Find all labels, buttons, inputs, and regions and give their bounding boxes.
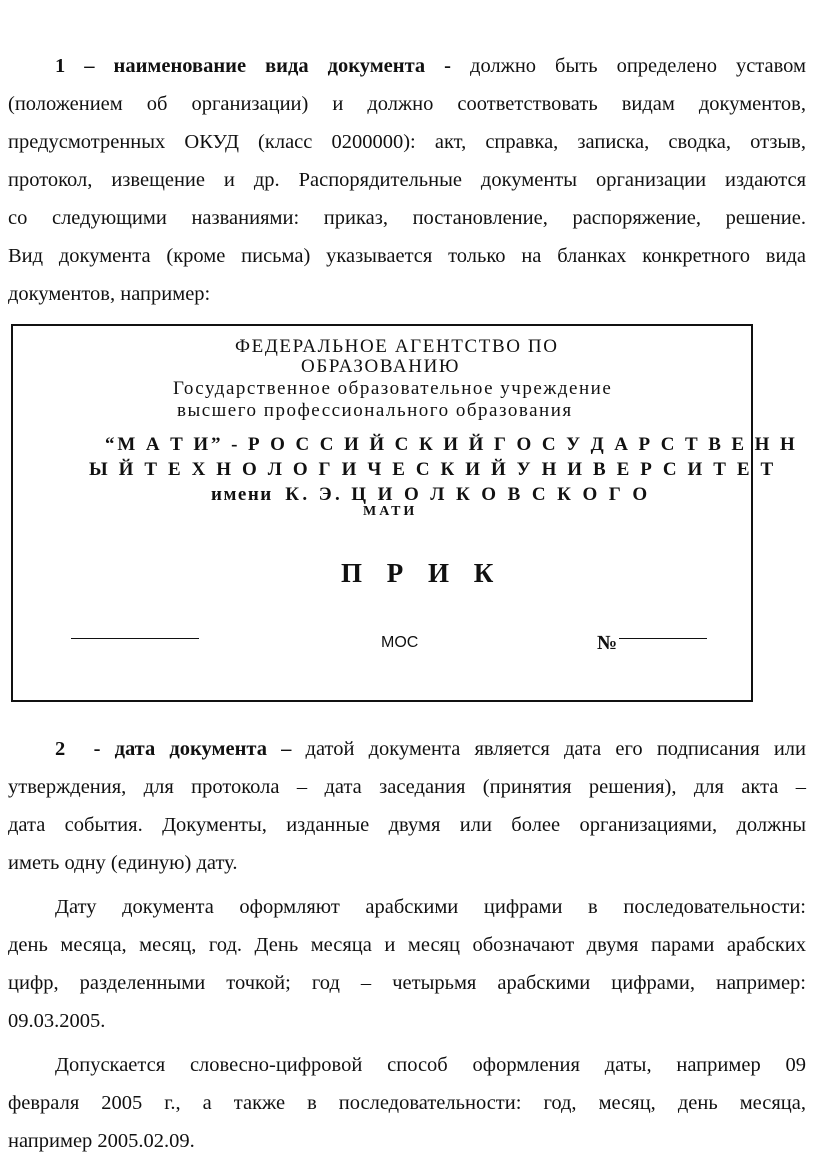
text-line: предусмотренных ОКУД (класс 0200000): акт, справка, записка, сводка, отзыв, bbox=[8, 131, 806, 153]
university-name-prefix: имени bbox=[211, 484, 273, 505]
text-line bbox=[8, 47, 806, 85]
agency-name-line1: ФЕДЕРАЛЬНОЕ АГЕНТСТВО ПО bbox=[235, 336, 559, 357]
university-name-line1: “М А Т И” - Р О С С И Й С К И Й Г О С У Д А Р С Т В Е Н Н bbox=[105, 434, 798, 455]
date-underline bbox=[71, 638, 199, 639]
text-fragment: датой документа является дата его подписания или bbox=[291, 738, 806, 760]
text-line: Дату документа оформляют арабскими цифрами в последовательности: bbox=[55, 896, 806, 918]
text-line: Вид документа (кроме письма) указывается только на бланках конкретного вида bbox=[8, 245, 806, 267]
paragraph-document-type bbox=[8, 47, 806, 313]
text-line: 09.03.2005. bbox=[8, 1010, 106, 1032]
text-line: Допускается словесно-цифровой способ оформления даты, например 09 bbox=[55, 1054, 806, 1076]
paragraph-document-date bbox=[8, 730, 806, 882]
paragraph-verbal-date bbox=[8, 1046, 806, 1160]
text-line: дата события. Документы, изданные двумя или более организациями, должны bbox=[8, 814, 806, 836]
text-line: документов, например: bbox=[8, 283, 211, 305]
term-heading: – наименование вида документа - bbox=[84, 55, 451, 77]
term-heading: - дата документа – bbox=[93, 738, 292, 760]
university-eponym: К. Э. Ц И О Л К О В С К О Г О bbox=[285, 484, 651, 505]
text-fragment: должно быть определено уставом bbox=[451, 55, 806, 77]
institution-type-line2: высшего профессионального образования bbox=[177, 400, 573, 421]
text-line: протокол, извещение и др. Распорядительные документы организации издаются bbox=[8, 169, 806, 191]
number-sign: № bbox=[597, 632, 618, 654]
text-line: иметь одну (единую) дату. bbox=[8, 852, 238, 874]
text-line: цифр, разделенными точкой; год – четырьмя арабскими цифрами, например: bbox=[8, 972, 806, 994]
number-underline bbox=[619, 638, 707, 639]
item-number: 2 bbox=[55, 738, 66, 760]
university-name-line3 bbox=[211, 484, 651, 506]
paragraph-date-format bbox=[8, 888, 806, 1040]
text-line: (положением об организации) и должно соответствовать видам документов, bbox=[8, 93, 806, 115]
text-line: со следующими названиями: приказ, постановление, распоряжение, решение. bbox=[8, 207, 806, 229]
agency-name-line2: ОБРАЗОВАНИЮ bbox=[301, 356, 461, 377]
text-line: утверждения, для протокола – дата заседания (принятия решения), для акта – bbox=[8, 776, 806, 798]
letterhead-example-frame bbox=[11, 324, 798, 702]
cropped-text-fragment bbox=[363, 504, 453, 521]
place-of-issue: МОС bbox=[381, 634, 419, 651]
cropped-abbreviation: МАТИ bbox=[363, 504, 418, 519]
text-line bbox=[8, 730, 806, 768]
university-name-line2: Ы Й Т Е Х Н О Л О Г И Ч Е С К И Й У Н И В Е Р С И Т Е Т bbox=[89, 459, 777, 480]
item-number: 1 bbox=[55, 55, 66, 77]
text-line: день месяца, месяц, год. День месяца и месяц обозначают двумя парами арабских bbox=[8, 934, 806, 956]
document-type-title: П Р И К bbox=[341, 558, 503, 588]
text-line: например 2005.02.09. bbox=[8, 1130, 195, 1152]
text-line: февраля 2005 г., а также в последовательности: год, месяц, день месяца, bbox=[8, 1092, 806, 1114]
institution-type-line1: Государственное образовательное учреждение bbox=[173, 378, 613, 399]
